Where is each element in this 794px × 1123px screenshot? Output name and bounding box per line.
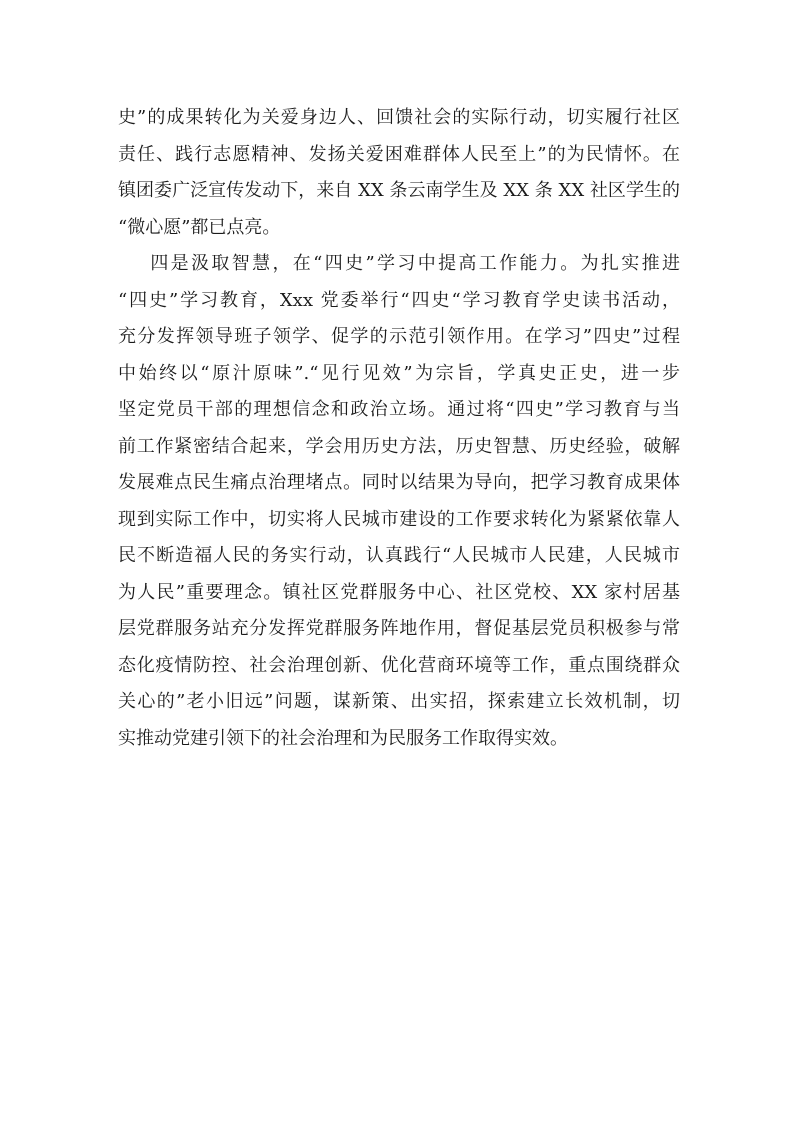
text-line: 史”的成果转化为关爱身边人、回馈社会的实际行动，切实履行社区 [118, 107, 680, 128]
text-line: 态化疫情防控、社会治理创新、优化营商环境等工作，重点围绕群众 [118, 654, 680, 676]
text-line: 关心的”老小旧远”问题，谋新策、出实招，探索建立长效机制，切 [118, 691, 680, 712]
text-line: 民不断造福人民的务实行动，认真践行“人民城市人民建，人民城市 [118, 545, 680, 566]
text-line: 充分发挥领导班子领学、促学的示范引领作用。在学习”四史”过程 [118, 326, 680, 347]
text-line: 四是汲取智慧，在“四史”学习中提高工作能力。为扎实推进 [118, 253, 680, 274]
text-line: 为人民”重要理念。镇社区党群服务中心、社区党校、XX 家村居基 [118, 581, 680, 603]
text-line: 发展难点民生痛点治理堵点。同时以结果为导向，把学习教育成果体 [118, 472, 680, 493]
text-line: “四史”学习教育，Xxx 党委举行“四史“学习教育学史读书活动， [118, 289, 680, 311]
text-line: 前工作紧密结合起来，学会用历史方法，历史智慧、历史经验，破解 [118, 435, 680, 457]
paragraph-1 [118, 100, 680, 246]
text-line: 实推动党建引领下的社会治理和为民服务工作取得实效。 [118, 727, 568, 749]
paragraph-2 [118, 246, 680, 757]
text-line: “微心愿”都已点亮。 [118, 216, 281, 238]
text-line: 现到实际工作中，切实将人民城市建设的工作要求转化为紧紧依靠人 [118, 508, 680, 530]
text-line: 坚定党员干部的理想信念和政治立场。通过将“四史”学习教育与当 [118, 399, 680, 420]
body-text [118, 100, 680, 757]
text-line: 中始终以“原汁原味”.“见行见效”为宗旨，学真史正史，进一步 [118, 362, 680, 384]
text-line: 镇团委广泛宣传发动下，来自 XX 条云南学生及 XX 条 XX 社区学生的 [118, 180, 680, 201]
text-line: 责任、践行志愿精神、发扬关爱困难群体人民至上”的为民情怀。在 [118, 143, 680, 165]
text-line: 层党群服务站充分发挥党群服务阵地作用，督促基层党员积极参与常 [118, 618, 680, 639]
